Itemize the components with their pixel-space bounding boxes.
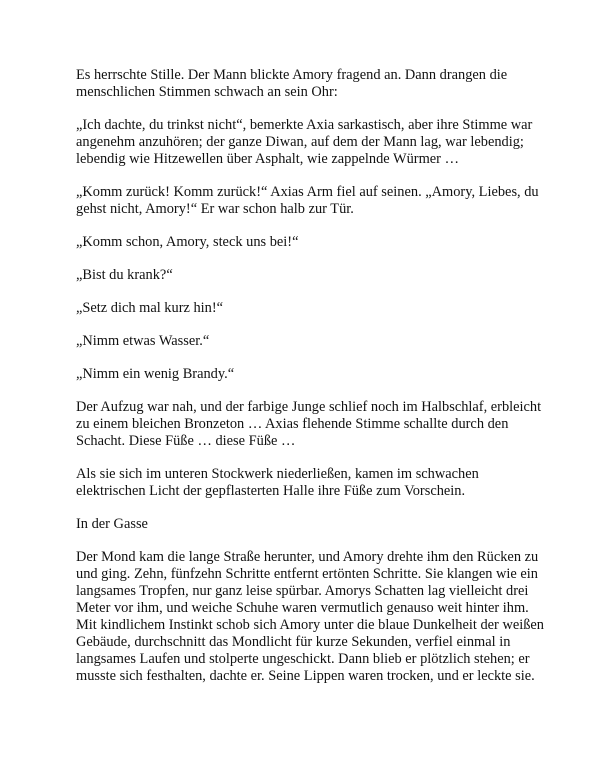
paragraph-3: „Komm zurück! Komm zurück!“ Axias Arm fiel auf seinen. „Amory, Liebes, du gehst nicht, Amory!“ Er war schon halb zur Tür. bbox=[76, 184, 539, 217]
paragraph-7: „Nimm etwas Wasser.“ bbox=[76, 333, 210, 349]
paragraph-2: „Ich dachte, du trinkst nicht“, bemerkte Axia sarkastisch, aber ihre Stimme war angenehm anzuhören; der ganze Diwan, auf dem der Mann lag, war lebendig; lebendig wie Hitzewellen über Asphalt, wie zappelnde Würmer … bbox=[76, 117, 533, 167]
paragraph-4: „Komm schon, Amory, steck uns bei!“ bbox=[76, 234, 299, 250]
paragraph-8: „Nimm ein wenig Brandy.“ bbox=[76, 366, 235, 382]
paragraph-6: „Setz dich mal kurz hin!“ bbox=[76, 300, 224, 316]
paragraph-5: „Bist du krank?“ bbox=[76, 267, 173, 283]
section-heading: In der Gasse bbox=[76, 516, 148, 532]
paragraph-10: Als sie sich im unteren Stockwerk niederließen, kamen im schwachen elektrischen Licht der gepflasterten Halle ihre Füße zum Vorschein. bbox=[76, 466, 479, 499]
paragraph-12: Der Mond kam die lange Straße herunter, und Amory drehte ihm den Rücken zu und ging. Zehn, fünfzehn Schritte entfernt ertönten Schritte. Sie klangen wie ein langsames Tropfen, nur ganz leise spürbar. Amorys Schatten lag vielleicht drei Meter vor ihm, und weiche Schuhe waren vermutlich genauso weit hinter ihm. Mit kindlichem Instinkt schob sich Amory unter die blaue Dunkelheit der weißen Gebäude, durchschnitt das Mondlicht für kurze Sekunden, verfiel einmal in langsames Laufen und stolperte ungeschickt. Dann blieb er plötzlich stehen; er musste sich festhalten, dachte er. Seine Lippen waren trocken, und er leckte sie. bbox=[76, 549, 544, 684]
paragraph-1: Es herrschte Stille. Der Mann blickte Amory fragend an. Dann drangen die menschlichen Stimmen schwach an sein Ohr: bbox=[76, 67, 508, 100]
document-page bbox=[76, 67, 546, 701]
paragraph-9: Der Aufzug war nah, und der farbige Junge schlief noch im Halbschlaf, erbleicht zu einem bleichen Bronzeton … Axias flehende Stimme schallte durch den Schacht. Diese Füße … diese Füße … bbox=[76, 399, 542, 449]
